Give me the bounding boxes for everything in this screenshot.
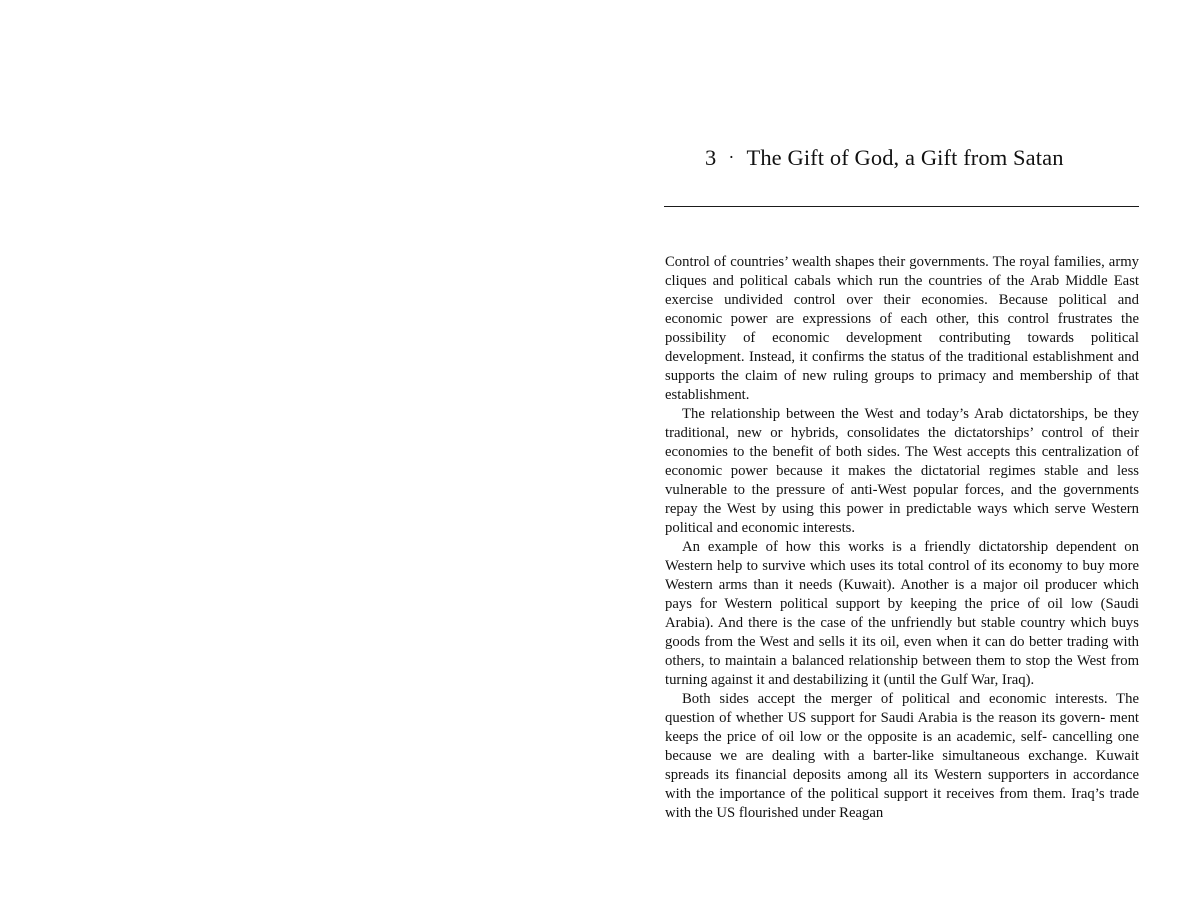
chapter-heading [705, 143, 1145, 174]
heading-rule [664, 206, 1139, 207]
body-text [665, 253, 1139, 823]
paragraph-3: An example of how this works is a friendly dictatorship dependent on Western help to survive which uses its total control of its economy to buy more Western arms than it needs (Kuwait). Another is a major oil producer which pays for Western political support by keeping the price of oil low (Saudi Arabia). And there is the case of the unfriendly but stable country which buys goods from the West and sells it its oil, even when it can do better trading with others, to maintain a balanced relationship between them to stop the West from turning against it and destabilizing it (until the Gulf War, Iraq). [665, 539, 1139, 688]
right-page [600, 0, 1195, 898]
paragraph-2: The relationship between the West and today’s Arab dictatorships, be they traditional, new or hybrids, consolidates the dictatorships’ control of their economies to the benefit of both sides. The West accepts this centralization of economic power because it makes the dictatorial regimes stable and less vulnerable to the pressure of anti-West popular forces, and the governments repay the West by using this power in predictable ways which serve Western political and economic interests. [665, 406, 1139, 536]
chapter-number: 3 [705, 145, 717, 170]
paragraph-1: Control of countries’ wealth shapes their governments. The royal families, army cliques and political cabals which run the countries of the Arab Middle East exercise undivided control over their economies. Because political and economic power are expressions of each other, this control frustrates the possibility of economic development contributing towards political development. Instead, it confirms the status of the traditional establishment and supports the claim of new ruling groups to primacy and membership of that establishment. [665, 254, 1139, 403]
paragraph-4: Both sides accept the merger of political and economic interests. The question of whether US support for Saudi Arabia is the reason its govern- ment keeps the price of oil low or the opposite is an academic, self- cancelling one because we are dealing with a barter-like simultaneous exchange. Kuwait spreads its financial deposits among all its Western supporters in accordance with the importance of the political support it receives from them. Iraq’s trade with the US flourished under Reagan [665, 691, 1139, 821]
chapter-separator: · [728, 147, 735, 167]
chapter-title: The Gift of God, a Gift from Satan [746, 145, 1064, 170]
